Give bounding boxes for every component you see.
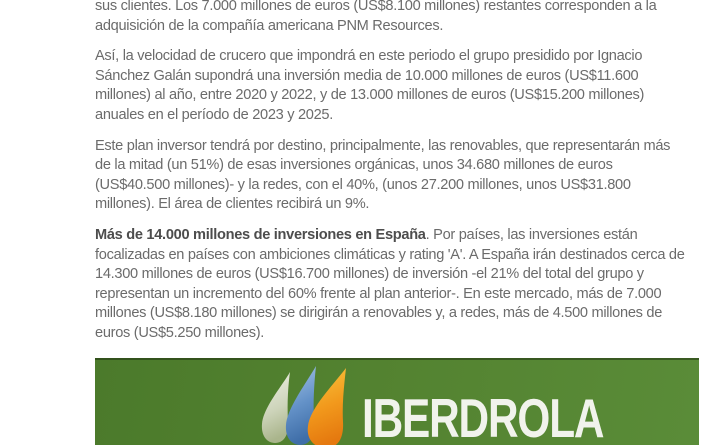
paragraph-inversion-media: Así, la velocidad de crucero que impondrá en este periodo el grupo presidido por Ignacio Sánchez Galán supondrá una inversión media de 10.000 millones de euros (US$11.600 millones) al año, entre 2020 y 2022, y de 13.000 millones de euros (US$15.200 millones) anuales en el período de 2023 y 2025.	[95, 48, 645, 123]
iberdrola-logo-text: IBERDROLA	[362, 387, 604, 445]
iberdrola-photo	[95, 358, 699, 445]
iberdrola-flames-icon	[260, 364, 356, 445]
flame-left-icon	[262, 372, 290, 443]
paragraph-lead-bold: Más de 14.000 millones de inversiones en España	[95, 226, 426, 243]
paragraph-pnm-resources: sus clientes. Los 7.000 millones de euros (US$8.100 millones) restantes corresponden a la adquisición de la compañía americana PNM Resources.	[95, 0, 657, 34]
paragraph-inversiones-espana	[95, 226, 687, 344]
article-body	[95, 0, 687, 355]
paragraph-lead-rest: . Por países, las inversiones están focalizadas en países con ambiciones climáticas y rating 'A'. A España irán destinados cerca de 14.300 millones de euros (US$16.700 millones) de inversión -el 21% del total del grupo y representan un incremento del 60% frente al plan anterior-. En este mercado, más de 7.000 millones (US$8.180 millones) se dirigirán a renovables y, a redes, más de 4.500 millones de euros (US$5.250 millones).	[95, 226, 685, 341]
paragraph-destino-renovables: Este plan inversor tendrá por destino, principalmente, las renovables, que representarán más de la mitad (un 51%) de esas inversiones orgánicas, unos 34.680 millones de euros (US$40.500 millones)- y la redes, con el 40%, (unos 27.200 millones, unos US$31.800 millones). El área de clientes recibirá un 9%.	[95, 137, 671, 213]
